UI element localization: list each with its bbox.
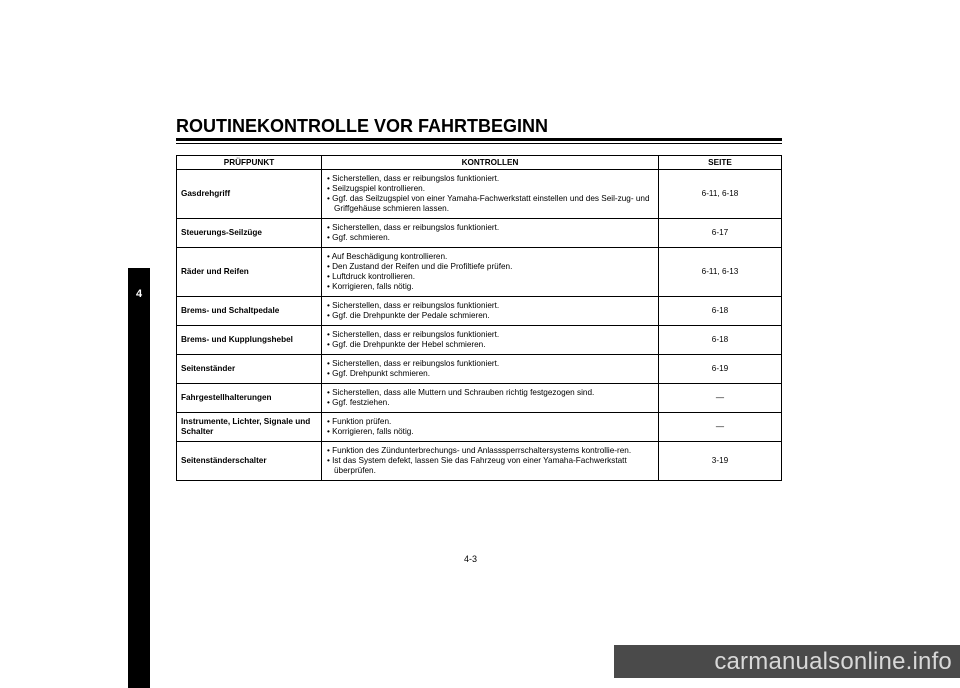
checks-cell [322, 326, 659, 355]
checks-cell [322, 219, 659, 248]
page-number: 4-3 [464, 554, 478, 564]
check-line: • Luftdruck kontrollieren. [327, 272, 415, 281]
check-line: • Ist das System defekt, lassen Sie das Fahrzeug von einer Yamaha-Fachwerkstatt überprüfen. [327, 456, 627, 475]
page-ref-cell: 6-11, 6-18 [659, 170, 782, 219]
table-row [177, 355, 782, 384]
table-row [177, 413, 782, 442]
check-line: • Ggf. festziehen. [327, 398, 390, 407]
check-line: • Ggf. Drehpunkt schmieren. [327, 369, 430, 378]
table-row [177, 248, 782, 297]
page-ref-cell: 6-19 [659, 355, 782, 384]
table-row [177, 326, 782, 355]
watermark: carmanualsonline.info [614, 645, 960, 678]
column-header-item: PRÜFPUNKT [177, 156, 322, 170]
page-ref-cell: — [659, 413, 782, 442]
check-line: • Korrigieren, falls nötig. [327, 282, 414, 291]
inspection-table [176, 155, 782, 481]
item-cell: Räder und Reifen [177, 248, 322, 297]
checks-cell [322, 170, 659, 219]
check-line: • Funktion des Zündunterbrechungs- und Anlasssperrschaltersystems kontrollie-ren. [327, 446, 632, 455]
item-cell: Fahrgestellhalterungen [177, 384, 322, 413]
check-line: • Seilzugspiel kontrollieren. [327, 184, 425, 193]
page-ref-cell: 6-11, 6-13 [659, 248, 782, 297]
checks-cell [322, 413, 659, 442]
check-line: • Ggf. die Drehpunkte der Hebel schmieren. [327, 340, 486, 349]
check-line: • Sicherstellen, dass er reibungslos funktioniert. [327, 330, 500, 339]
check-line: • Sicherstellen, dass er reibungslos funktioniert. [327, 174, 500, 183]
check-line: • Ggf. die Drehpunkte der Pedale schmieren. [327, 311, 490, 320]
chapter-tab [128, 268, 150, 688]
check-line: • Sicherstellen, dass er reibungslos funktioniert. [327, 223, 500, 232]
check-line: • Sicherstellen, dass er reibungslos funktioniert. [327, 301, 500, 310]
item-cell: Steuerungs-Seilzüge [177, 219, 322, 248]
table-row [177, 442, 782, 481]
checks-cell [322, 355, 659, 384]
column-header-page: SEITE [659, 156, 782, 170]
table-row [177, 384, 782, 413]
checks-cell [322, 297, 659, 326]
page-ref-cell: — [659, 384, 782, 413]
item-cell: Seitenständer [177, 355, 322, 384]
page-ref-cell: 6-18 [659, 326, 782, 355]
table-body [177, 170, 782, 481]
checks-cell [322, 248, 659, 297]
item-cell: Instrumente, Lichter, Signale und Schalter [177, 413, 322, 442]
column-header-checks: KONTROLLEN [322, 156, 659, 170]
table-row [177, 219, 782, 248]
table-row [177, 297, 782, 326]
chapter-number: 4 [135, 288, 143, 300]
check-line: • Korrigieren, falls nötig. [327, 427, 414, 436]
check-line: • Sicherstellen, dass er reibungslos funktioniert. [327, 359, 500, 368]
title-rule [176, 138, 782, 141]
page-title: ROUTINEKONTROLLE VOR FAHRTBEGINN [176, 116, 548, 136]
check-line: • Ggf. das Seilzugspiel von einer Yamaha-Fachwerkstatt einstellen und des Seil-zug- und Griffgehäuse schmieren lassen. [327, 194, 650, 213]
check-line: • Den Zustand der Reifen und die Profiltiefe prüfen. [327, 262, 513, 271]
item-cell: Brems- und Kupplungshebel [177, 326, 322, 355]
check-line: • Sicherstellen, dass alle Muttern und Schrauben richtig festgezogen sind. [327, 388, 595, 397]
page-ref-cell: 3-19 [659, 442, 782, 481]
check-line: • Ggf. schmieren. [327, 233, 390, 242]
table-header-row [177, 156, 782, 170]
item-cell: Gasdrehgriff [177, 170, 322, 219]
item-cell: Seitenständerschalter [177, 442, 322, 481]
checks-cell [322, 442, 659, 481]
table-row [177, 170, 782, 219]
check-line: • Auf Beschädigung kontrollieren. [327, 252, 448, 261]
checks-cell [322, 384, 659, 413]
check-line: • Funktion prüfen. [327, 417, 392, 426]
page-ref-cell: 6-18 [659, 297, 782, 326]
item-cell: Brems- und Schaltpedale [177, 297, 322, 326]
page-ref-cell: 6-17 [659, 219, 782, 248]
title-rule-thin [176, 143, 782, 144]
